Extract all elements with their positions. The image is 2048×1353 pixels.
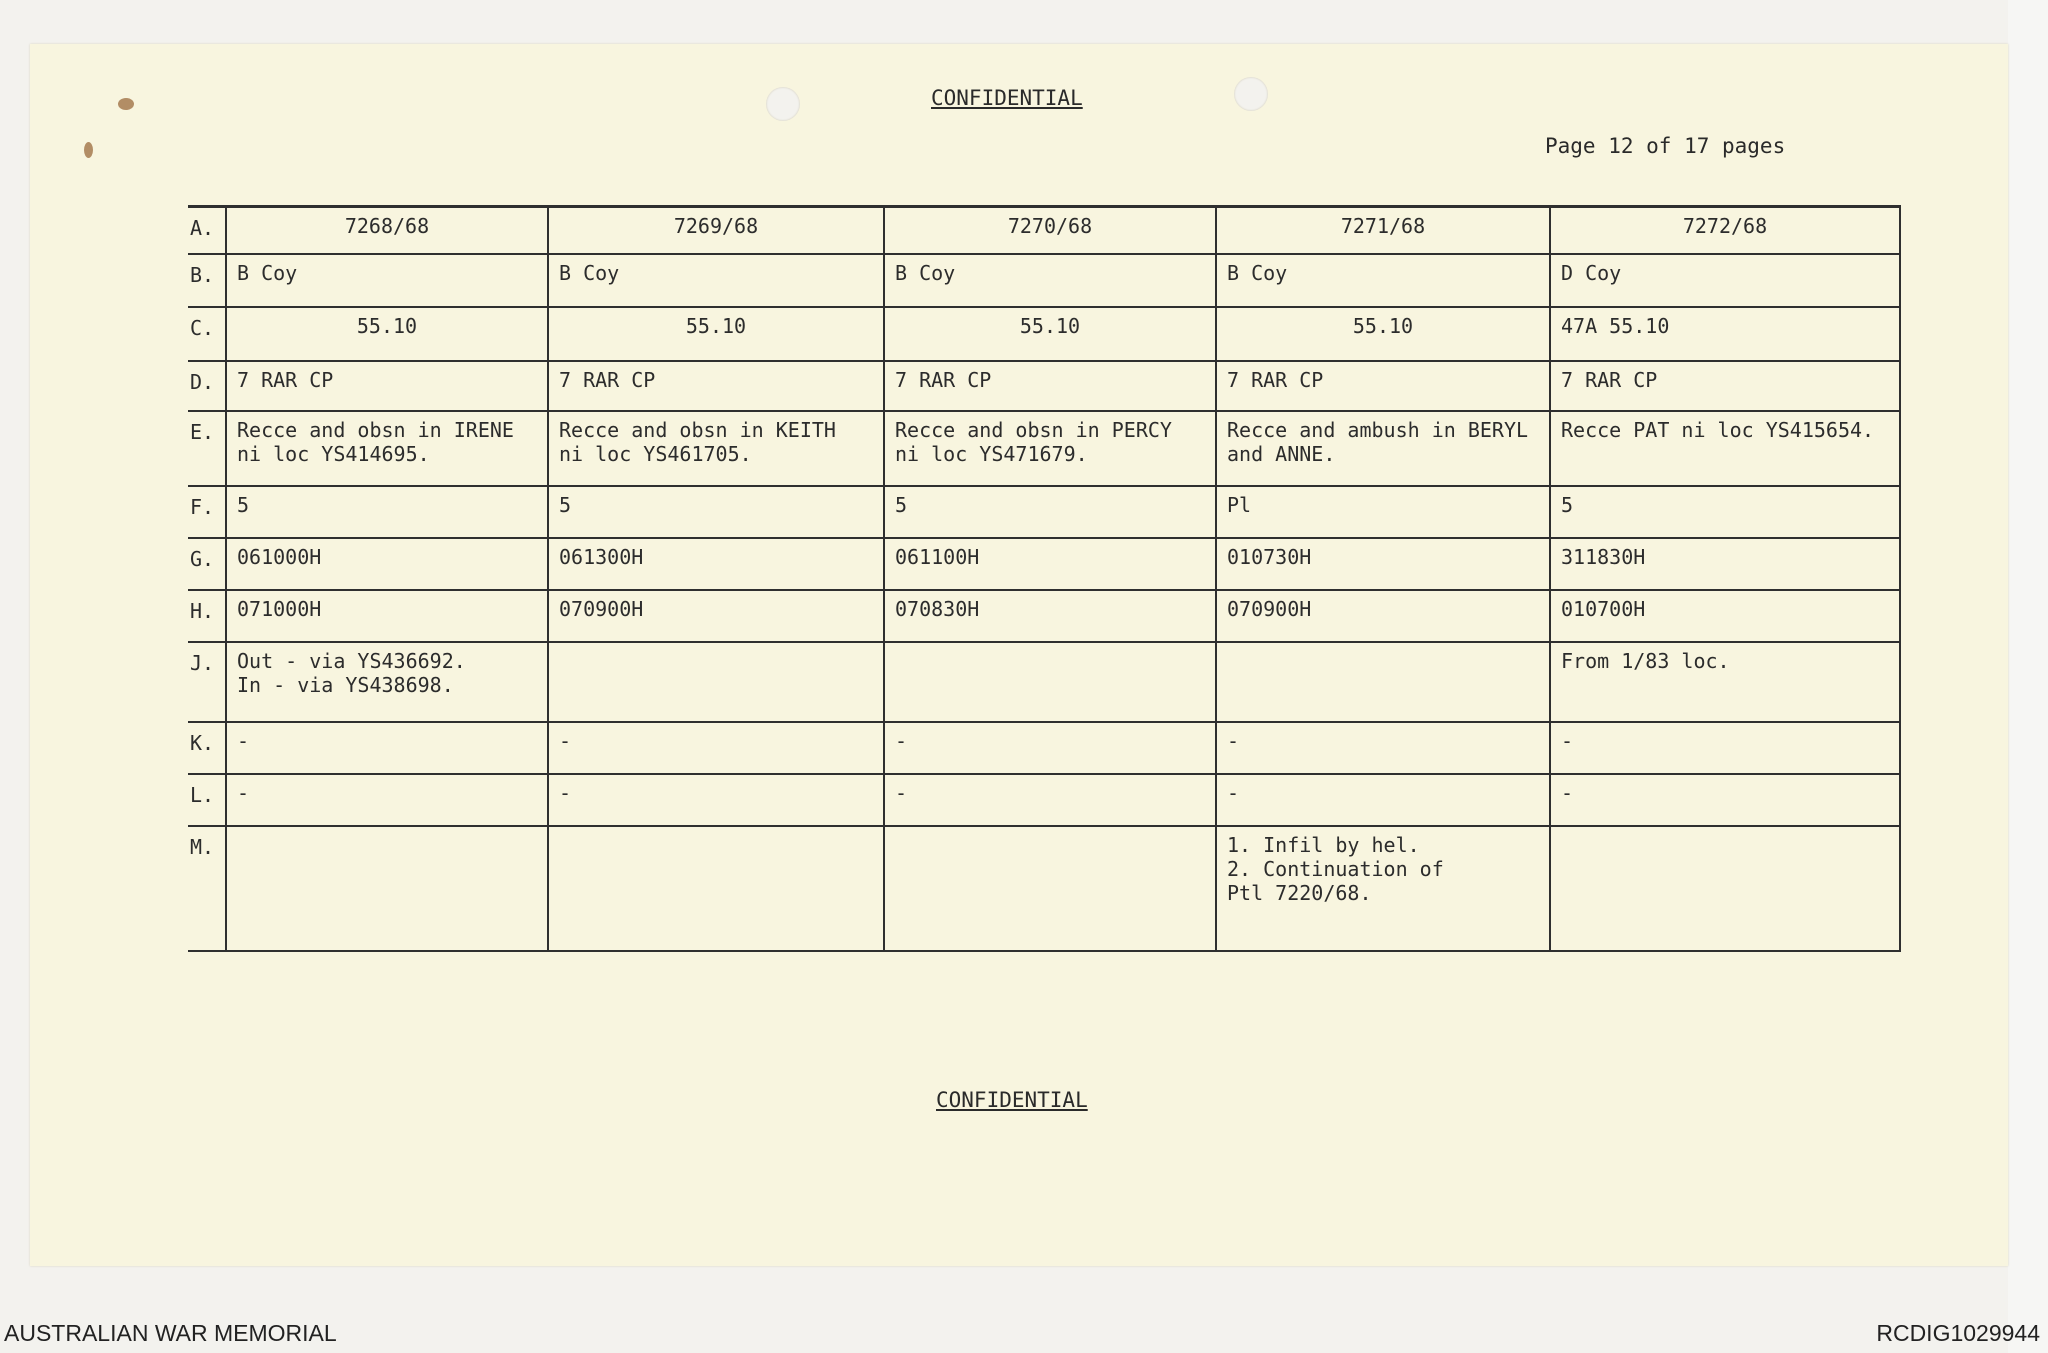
- table-cell: Recce and obsn in PERCY ni loc YS471679.: [884, 411, 1216, 486]
- table-cell: Recce and obsn in IRENE ni loc YS414695.: [226, 411, 548, 486]
- table-cell: 55.10: [884, 307, 1216, 361]
- patrol-table: [188, 205, 1901, 952]
- table-row: [188, 538, 1900, 590]
- table-cell: -: [1216, 774, 1550, 826]
- table-cell: B Coy: [884, 254, 1216, 306]
- table-cell: -: [1216, 722, 1550, 774]
- table-cell: 010730H: [1216, 538, 1550, 590]
- table-cell: -: [548, 774, 884, 826]
- table-cell: Out - via YS436692. In - via YS438698.: [226, 642, 548, 721]
- table-cell: -: [1550, 774, 1900, 826]
- row-label: H.: [188, 590, 226, 642]
- table-cell: 5: [548, 486, 884, 538]
- table-row: [188, 774, 1900, 826]
- archive-item-id: RCDIG1029944: [1876, 1320, 2040, 1346]
- table-cell: 061000H: [226, 538, 548, 590]
- table-cell: 47A 55.10: [1550, 307, 1900, 361]
- table-row: [188, 722, 1900, 774]
- table-cell: 7 RAR CP: [548, 361, 884, 411]
- table-cell: [884, 642, 1216, 721]
- table-cell: Pl: [1216, 486, 1550, 538]
- table-cell: [1216, 642, 1550, 721]
- table-cell: [884, 826, 1216, 951]
- table-cell: [1550, 826, 1900, 951]
- row-label: L.: [188, 774, 226, 826]
- table-cell: 7271/68: [1216, 207, 1550, 255]
- table-cell: 5: [884, 486, 1216, 538]
- table-cell: 5: [1550, 486, 1900, 538]
- table-cell: 7268/68: [226, 207, 548, 255]
- scan-edge: [2008, 0, 2048, 1353]
- table-row: [188, 207, 1900, 255]
- table-cell: 55.10: [226, 307, 548, 361]
- table-cell: 071000H: [226, 590, 548, 642]
- table-cell: 061300H: [548, 538, 884, 590]
- table-cell: 1. Infil by hel. 2. Continuation of Ptl 7220/68.: [1216, 826, 1550, 951]
- table-row: [188, 642, 1900, 721]
- table-cell: B Coy: [226, 254, 548, 306]
- table-cell: B Coy: [548, 254, 884, 306]
- table-cell: From 1/83 loc.: [1550, 642, 1900, 721]
- table-cell: 7270/68: [884, 207, 1216, 255]
- table-row: [188, 826, 1900, 951]
- table-cell: -: [226, 774, 548, 826]
- table-cell: -: [1550, 722, 1900, 774]
- table-cell: -: [226, 722, 548, 774]
- table-cell: 55.10: [548, 307, 884, 361]
- row-label: M.: [188, 826, 226, 951]
- table-cell: 311830H: [1550, 538, 1900, 590]
- page-number: Page 12 of 17 pages: [1545, 134, 1786, 158]
- table-cell: [548, 642, 884, 721]
- table-row: [188, 411, 1900, 486]
- row-label: A.: [188, 207, 226, 255]
- table-cell: 070830H: [884, 590, 1216, 642]
- table-cell: B Coy: [1216, 254, 1550, 306]
- classification-footer: CONFIDENTIAL: [936, 1088, 1088, 1112]
- table-cell: [226, 826, 548, 951]
- punch-hole: [766, 87, 800, 121]
- table-cell: 7 RAR CP: [226, 361, 548, 411]
- stain-mark: [118, 98, 134, 110]
- row-label: J.: [188, 642, 226, 721]
- table-cell: 010700H: [1550, 590, 1900, 642]
- table-cell: 5: [226, 486, 548, 538]
- table-cell: -: [884, 722, 1216, 774]
- table-cell: [548, 826, 884, 951]
- table-cell: 7272/68: [1550, 207, 1900, 255]
- table-cell: 070900H: [548, 590, 884, 642]
- table-cell: 55.10: [1216, 307, 1550, 361]
- table-cell: 7 RAR CP: [884, 361, 1216, 411]
- table-cell: 070900H: [1216, 590, 1550, 642]
- stain-mark: [84, 142, 93, 158]
- table-cell: 7 RAR CP: [1216, 361, 1550, 411]
- row-label: K.: [188, 722, 226, 774]
- table-cell: D Coy: [1550, 254, 1900, 306]
- row-label: D.: [188, 361, 226, 411]
- table-cell: Recce and obsn in KEITH ni loc YS461705.: [548, 411, 884, 486]
- table-cell: -: [548, 722, 884, 774]
- table-cell: 061100H: [884, 538, 1216, 590]
- row-label: C.: [188, 307, 226, 361]
- table-row: [188, 361, 1900, 411]
- table-row: [188, 307, 1900, 361]
- row-label: G.: [188, 538, 226, 590]
- table-row: [188, 254, 1900, 306]
- classification-header: CONFIDENTIAL: [931, 86, 1083, 110]
- table-row: [188, 486, 1900, 538]
- row-label: E.: [188, 411, 226, 486]
- archive-institution: AUSTRALIAN WAR MEMORIAL: [4, 1320, 337, 1346]
- table-cell: 7 RAR CP: [1550, 361, 1900, 411]
- table-row: [188, 590, 1900, 642]
- table-cell: Recce PAT ni loc YS415654.: [1550, 411, 1900, 486]
- punch-hole: [1234, 77, 1268, 111]
- table-cell: -: [884, 774, 1216, 826]
- row-label: B.: [188, 254, 226, 306]
- table-cell: 7269/68: [548, 207, 884, 255]
- row-label: F.: [188, 486, 226, 538]
- table-cell: Recce and ambush in BERYL and ANNE.: [1216, 411, 1550, 486]
